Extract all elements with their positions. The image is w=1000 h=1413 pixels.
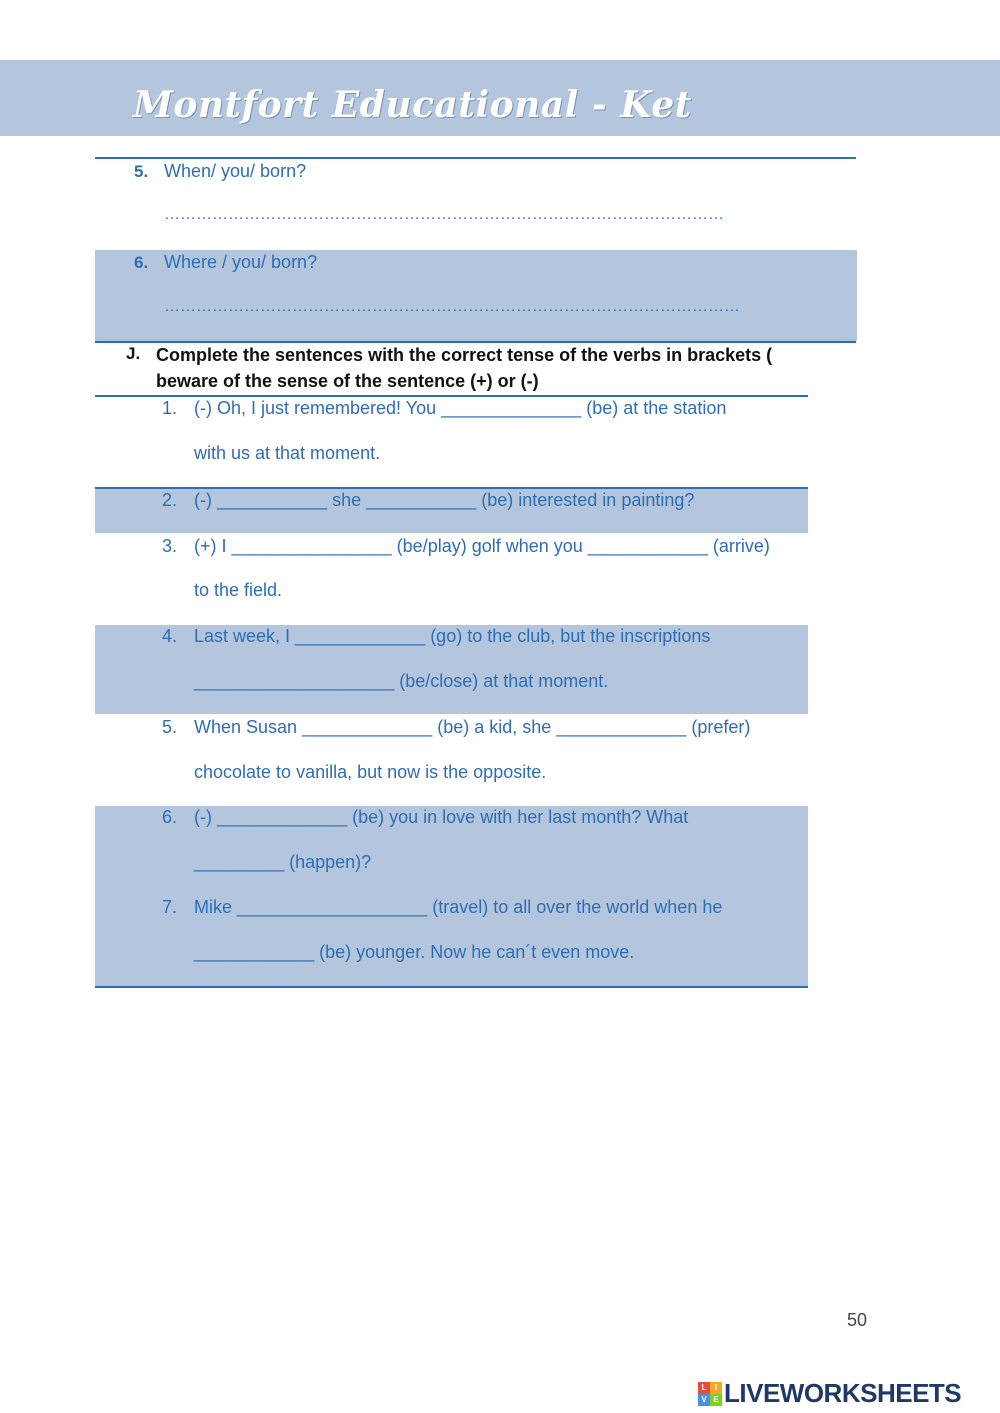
item-line: to the field. xyxy=(194,580,283,600)
brand-logo[interactable] xyxy=(698,1378,961,1409)
question-number: 5. xyxy=(134,162,149,181)
item-number: 2. xyxy=(162,490,178,510)
section-letter: J. xyxy=(126,344,141,363)
item-line: When Susan _____________ (be) a kid, she _____________ (prefer) xyxy=(194,717,751,737)
page-number: 50 xyxy=(847,1310,868,1330)
icon-letter: V xyxy=(698,1394,710,1406)
item-line: Last week, I _____________ (go) to the club, but the inscriptions xyxy=(194,626,711,646)
item-line: with us at that moment. xyxy=(194,443,381,463)
divider xyxy=(95,395,808,397)
item-number: 5. xyxy=(162,717,178,737)
item-line: (+) I ________________ (be/play) golf when you ____________ (arrive) xyxy=(194,536,770,556)
icon-letter: I xyxy=(710,1382,722,1394)
item-number: 1. xyxy=(162,398,178,418)
instruction-line: beware of the sense of the sentence (+) or (-) xyxy=(156,371,539,391)
item-number: 4. xyxy=(162,626,178,646)
item-number: 6. xyxy=(162,807,178,827)
item-line: _________ (happen)? xyxy=(194,852,372,872)
divider xyxy=(95,487,808,489)
item-line: (-) _____________ (be) you in love with her last month? What xyxy=(194,807,689,827)
item-line: (-) ___________ she ___________ (be) interested in painting? xyxy=(194,490,695,510)
item-line: Mike ___________________ (travel) to all over the world when he xyxy=(194,897,723,917)
answer-line[interactable]: …………………………………………………………………………………………… xyxy=(164,206,724,223)
section-instruction xyxy=(156,342,816,394)
question-text: When/ you/ born? xyxy=(164,161,307,181)
item-number: 3. xyxy=(162,536,178,556)
question-number: 6. xyxy=(134,253,149,272)
item-line: ____________________ (be/close) at that moment. xyxy=(194,671,609,691)
item-line: ____________ (be) younger. Now he can´t even move. xyxy=(194,942,635,962)
brand-name: LIVEWORKSHEETS xyxy=(724,1378,962,1408)
divider xyxy=(95,986,808,988)
item-line: chocolate to vanilla, but now is the opposite. xyxy=(194,762,547,782)
page-title: Montfort Educational - Ket xyxy=(133,84,692,126)
item-line: (-) Oh, I just remembered! You ______________ (be) at the station xyxy=(194,398,727,418)
answer-line[interactable]: ……………………………………………………………………………………………… xyxy=(164,298,740,315)
question-text: Where / you/ born? xyxy=(164,252,318,272)
item-number: 7. xyxy=(162,897,178,917)
icon-letter: L xyxy=(698,1382,710,1394)
icon-letter: E xyxy=(710,1394,722,1406)
divider xyxy=(95,157,856,159)
liveworksheets-icon xyxy=(698,1382,722,1406)
instruction-line: Complete the sentences with the correct tense of the verbs in brackets ( xyxy=(156,345,773,365)
